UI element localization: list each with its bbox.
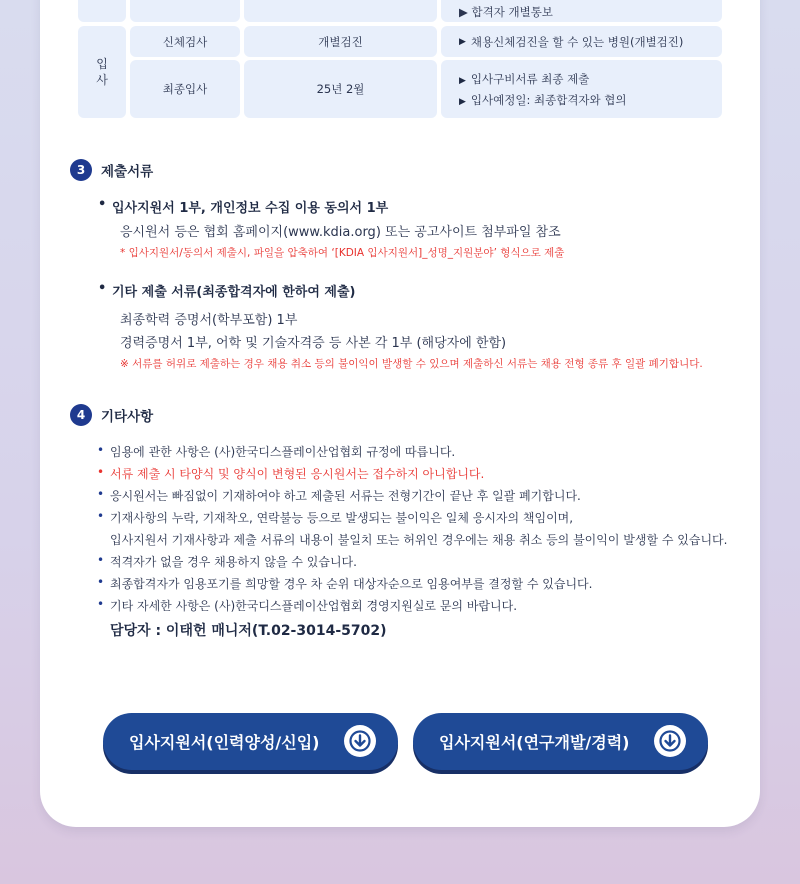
list-item-continuation: 입사지원서 기재사항과 제출 서류의 내용이 불일치 또는 허위인 경우에는 채용 취소 등의 불이익이 발생할 수 있습니다.: [110, 533, 728, 547]
table-cell: [78, 0, 126, 22]
section-3-header: [70, 159, 153, 181]
schedule-label: 25년 2월: [316, 82, 365, 96]
table-cell-stage: [130, 26, 240, 57]
note-text: 입사구비서류 최종 제출: [470, 71, 590, 86]
table-cell: [244, 0, 437, 22]
document-item-warning: ※ 서류를 허위로 제출하는 경우 채용 취소 등의 불이익이 발생할 수 있으며 제출하신 서류는 채용 전형 종류 후 일괄 폐기합니다.: [120, 358, 703, 370]
list-item: • 적격자가 없을 경우 채용하지 않을 수 있습니다.: [110, 553, 357, 570]
table-cell-schedule: [244, 26, 437, 57]
list-item: • 최종합격자가 임용포기를 희망할 경우 차 순위 대상자순으로 임용여부를 결정할 수 있습니다.: [110, 575, 592, 592]
table-cell-notes: [441, 26, 722, 57]
list-item: • 기재사항의 누락, 기재착오, 연락불능 등으로 발생되는 불이익은 일체 응시자의 책임이며,: [110, 509, 573, 526]
section-4-header: [70, 404, 153, 426]
contact-info: 담당자 : 이태헌 매니저(T.02-3014-5702): [110, 623, 387, 639]
button-label: 입사지원서(인력양성/신입): [129, 733, 320, 752]
document-item-detail: 최종학력 증명서(학부포함) 1부: [120, 313, 298, 328]
table-cell: [130, 0, 240, 22]
triangle-right-icon: ▶: [459, 75, 466, 86]
note-text: 채용신체검진을 할 수 있는 병원(개별검진): [470, 34, 684, 49]
section-title: 제출서류: [101, 164, 154, 180]
triangle-right-icon: ▶: [459, 36, 466, 47]
apply-rnd-button[interactable]: [413, 713, 708, 770]
list-item: • 임용에 관한 사항은 (사)한국디스플레이산업협회 규정에 따릅니다.: [110, 443, 455, 460]
document-item-detail: 경력증명서 1부, 어학 및 기술자격증 등 사본 각 1부 (해당자에 한함): [120, 336, 507, 351]
document-item-title: • 기타 제출 서류(최종합격자에 한하여 제출): [112, 281, 355, 300]
section-number-badge: 3: [70, 159, 92, 181]
group-label: 입: [96, 57, 108, 71]
triangle-right-icon: ▶: [459, 96, 466, 107]
button-label: 입사지원서(연구개발/경력): [439, 733, 630, 752]
table-cell-schedule: [244, 60, 437, 118]
section-number-badge: 4: [70, 404, 92, 426]
download-arrow-icon: [654, 725, 686, 757]
table-note: ▶ 합격자 개별통보: [459, 5, 553, 19]
document-item-title: • 입사지원서 1부, 개인정보 수집 이용 동의서 1부: [112, 197, 388, 216]
table-cell: [441, 0, 722, 22]
note-text: 입사예정일: 최종합격자와 협의: [470, 92, 627, 107]
list-item: • 기타 자세한 사항은 (사)한국디스플레이산업협회 경영지원실로 문의 바랍니다.: [110, 597, 517, 614]
download-arrow-icon: [344, 725, 376, 757]
list-item: • 응시원서는 빠짐없이 기재하여야 하고 제출된 서류는 전형기간이 끝난 후 일괄 폐기합니다.: [110, 487, 581, 504]
document-item-detail: 응시원서 등은 협회 홈페이지(www.kdia.org) 또는 공고사이트 첨부파일 참조: [120, 225, 561, 240]
schedule-label: 개별검진: [318, 34, 363, 49]
table-cell-stage: [130, 60, 240, 118]
list-item-warning: • 서류 제출 시 타양식 및 양식이 변형된 응시원서는 접수하지 아니합니다.: [110, 465, 484, 482]
stage-label: 최종입사: [162, 82, 208, 96]
group-label: 사: [96, 73, 108, 87]
section-title: 기타사항: [101, 409, 154, 425]
document-item-warning: * 입사지원서/동의서 제출시, 파일을 압축하여 ‘[KDIA 입사지원서]_성명_지원분야’ 형식으로 제출: [120, 247, 565, 259]
apply-newgrad-button[interactable]: [103, 713, 398, 770]
group-label-cell: [78, 26, 126, 118]
table-cell-notes: [441, 60, 722, 118]
stage-label: 신체검사: [162, 34, 208, 49]
